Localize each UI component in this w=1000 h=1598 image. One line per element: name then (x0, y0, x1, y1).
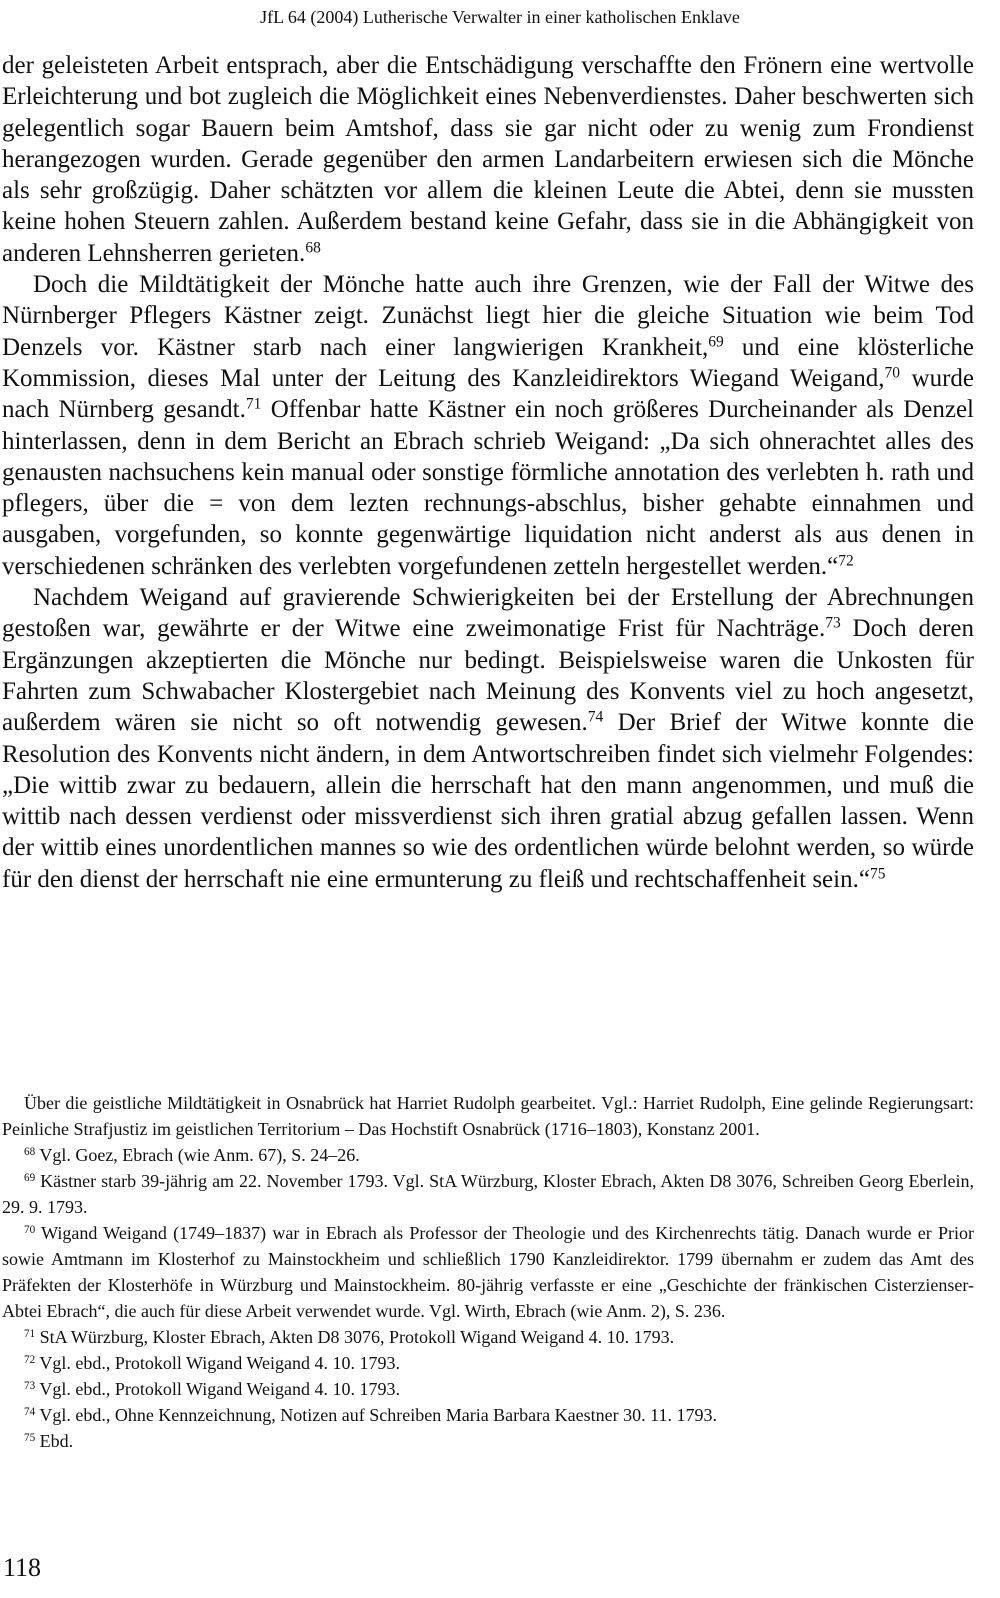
footnote-number: 75 (24, 1431, 36, 1444)
paragraph-1-text: der geleisteten Arbeit entsprach, aber die Entschädigung verschaffte den Frönern eine wertvolle Erleichterung und bot zugleich die Möglichkeit eines Nebenverdienstes. Daher beschwerten sich gelegentlich sogar Bauern beim Amtshof, dass sie gar nicht oder zu wenig zum Frondienst herangezogen wurden. Gerade gegenüber den armen Landarbeitern erwiesen sich die Mönche als sehr großzügig. Daher schätzten vor allem die kleinen Leute die Abtei, denn sie mussten keine hohen Steuern zahlen. Außerdem bestand keine Gefahr, dass sie in die Abhängigkeit von anderen Lehnsherren gerieten. (2, 52, 974, 267)
footnote-text: Vgl. ebd., Protokoll Wigand Weigand 4. 10. 1793. (35, 1353, 400, 1373)
footnote-text: Ebd. (35, 1431, 74, 1451)
footnotes (2, 1090, 974, 1454)
paragraph-2-text-c: wurde nach Nürnberg gesandt. (2, 364, 974, 424)
footnote-ref-71[interactable]: 71 (245, 395, 262, 413)
footnote-number: 71 (24, 1327, 36, 1340)
paragraph-2 (2, 269, 974, 582)
paragraph-3-text-b: Doch deren Ergänzungen akzeptierten die Mönche nur bedingt. Beispielsweise waren die Unkosten für Fahrten zum Schwabacher Klostergebiet nach Meinung des Konvents viel zu hoch angesetzt, außerdem wären sie nicht so oft notwendig gewesen. (2, 615, 974, 737)
footnote-74 (2, 1402, 974, 1428)
footnote-number: 73 (24, 1379, 36, 1392)
footnote-69 (2, 1168, 974, 1220)
footnote-continuation: Über die geistliche Mildtätigkeit in Osnabrück hat Harriet Rudolph gearbeitet. Vgl.: Harriet Rudolph, Eine gelinde Regierungsart: Peinliche Strafjustiz im geistlichen Territorium – Das Hochstift Osnabrück (1716–1803), Konstanz 2001. (2, 1093, 974, 1139)
footnote-ref-69[interactable]: 69 (708, 333, 724, 351)
page-number: 118 (3, 1553, 42, 1582)
paragraph-3-text-c: Der Brief der Witwe konnte die Resolution des Konvents nicht ändern, in dem Antwortschreiben findet sich vielmehr Folgendes: „Die wittib zwar zu bedauern, allein die herrschaft hat den mann angenommen, und muß die wittib nach dessen verdienst oder missverdienst sich ihren gratial abzug gefallen lassen. Wenn der wittib eines unordentlichen mannes so wie des ordentlichen würde belohnt werden, so würde für den dienst der herrschaft nie eine ermunterung zu fleiß und rechtschaffenheit sein.“ (2, 709, 974, 893)
footnote-75 (2, 1428, 974, 1454)
footnote-70 (2, 1220, 974, 1324)
footnote-text: Vgl. Goez, Ebrach (wie Anm. 67), S. 24–26. (35, 1145, 360, 1165)
footnote-number: 68 (24, 1145, 36, 1158)
footnote-ref-73[interactable]: 73 (825, 614, 841, 632)
paragraph-3 (2, 582, 974, 895)
footnote-71 (2, 1324, 974, 1350)
footnote-72 (2, 1350, 974, 1376)
footnote-ref-72[interactable]: 72 (838, 552, 854, 570)
footnote-number: 74 (24, 1405, 36, 1418)
body-text (2, 50, 974, 895)
footnote-ref-70[interactable]: 70 (884, 364, 901, 382)
paragraph-2-text-a: Doch die Mildtätigkeit der Mönche hatte auch ihre Grenzen, wie der Fall der Witwe des Nürnberger Pflegers Kästner zeigt. Zunächst liegt hier die gleiche Situation wie beim Tod Denzels vor. Kästner starb nach einer langwierigen Krankheit, (2, 271, 974, 361)
footnote-text: StA Würzburg, Kloster Ebrach, Akten D8 3076, Protokoll Wigand Weigand 4. 10. 1793. (35, 1327, 675, 1347)
footnote-68 (2, 1142, 974, 1168)
footnote-number: 70 (24, 1223, 36, 1236)
paragraph-2-text-d: Offenbar hatte Kästner ein noch größeres Durcheinander als Denzel hinterlassen, denn in dem Bericht an Ebrach schrieb Weigand: „Da sich ohnerachtet alles des genausten nachsuchens kein manual oder sonstige förmliche annotation des verlebten h. rath und pflegers, über die = von dem lezten rechnungs-abschlus, bisher gehabte einnahmen und ausgaben, vorgefunden, so konnte gegenwärtige liquidation nicht anderst als aus denen in verschiedenen schränken des verlebten vorgefundenen zetteln hergestellet werden.“ (2, 396, 974, 580)
footnote-ref-75[interactable]: 75 (869, 865, 886, 883)
footnote-73 (2, 1376, 974, 1402)
paragraph-1 (2, 50, 974, 269)
running-head: JfL 64 (2004) Lutherische Verwalter in einer katholischen Enklave (260, 7, 740, 27)
footnote-number: 72 (24, 1353, 36, 1366)
paragraph-3-text-a: Nachdem Weigand auf gravierende Schwierigkeiten bei der Erstellung der Abrechnungen gestoßen war, gewährte er der Witwe eine zweimonatige Frist für Nachträge. (2, 584, 974, 643)
footnote-text: Vgl. ebd., Protokoll Wigand Weigand 4. 10. 1793. (35, 1379, 400, 1399)
footnote-text: Vgl. ebd., Ohne Kennzeichnung, Notizen auf Schreiben Maria Barbara Kaestner 30. 11. 1793. (35, 1405, 717, 1425)
footnote-ref-74[interactable]: 74 (587, 708, 604, 726)
paragraph-2-text-b: und eine klösterliche Kommission, dieses Mal unter der Leitung des Kanzleidirektors Wiegand Weigand, (2, 333, 975, 392)
footnote-number: 69 (24, 1171, 36, 1184)
footnote-ref-68[interactable]: 68 (305, 239, 321, 257)
footnote-text: Kästner starb 39-jährig am 22. November 1793. Vgl. StA Würzburg, Kloster Ebrach, Akten D8 3076, Schreiben Georg Eberlein, 29. 9. 1793. (2, 1171, 974, 1217)
footnote-text: Wigand Weigand (1749–1837) war in Ebrach als Professor der Theologie und des Kirchenrechts tätig. Danach wurde er Prior sowie Amtmann im Klosterhof zu Mainstockheim und schließlich 1790 Kanzleidirektor. 1799 übernahm er zudem das Amt des Präfekten der Klosterhöfe in Würzburg und Mainstockheim. 80-jährig verfasste er eine „Geschichte der fränkischen Cisterzienser-Abtei Ebrach“, die auch für diese Arbeit verwendet wurde. Vgl. Wirth, Ebrach (wie Anm. 2), S. 236. (2, 1223, 974, 1321)
